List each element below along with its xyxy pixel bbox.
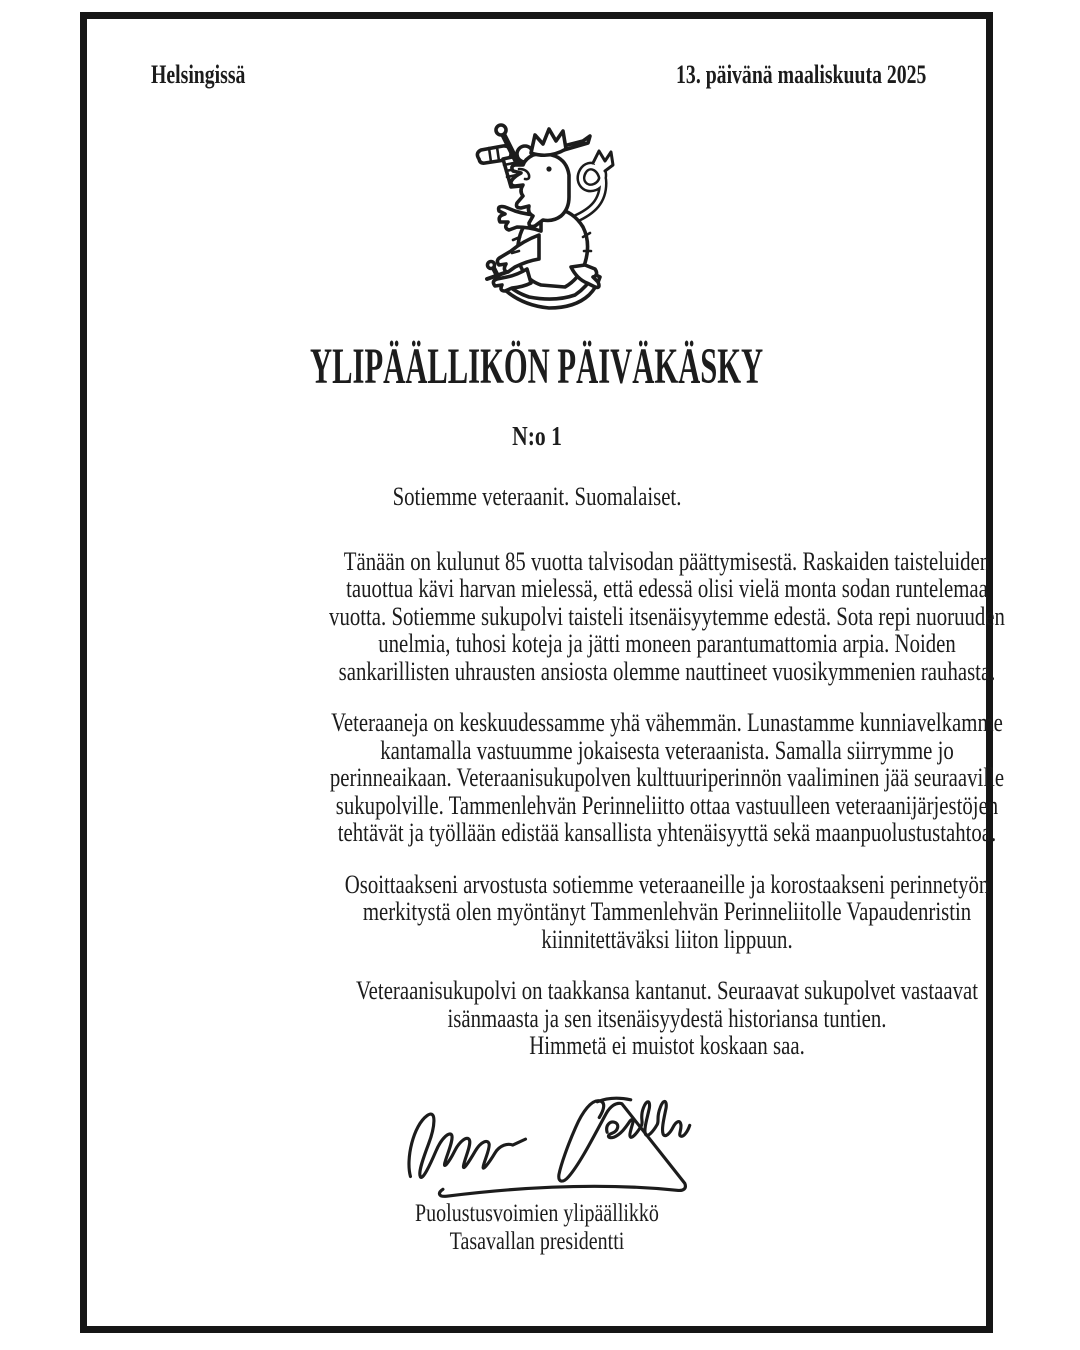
finnish-lion-icon [457,119,617,319]
signer-title-president: Tasavallan presidentti [449,1227,625,1255]
handwritten-signature-icon [395,1088,715,1206]
place-line: Helsingissä [151,60,246,89]
signature-block [87,1088,986,1206]
order-number: N:o 1 [512,421,562,451]
paragraph-2: Veteraaneja on keskuudessamme yhä vähemmän. Lunastamme kunniavelkamme kantamalla vastuumme jokaisesta veteraanista. Samalla siirrymme jo perinneaikaan. Veteraanisukupolven kulttuuriperinnön vaaliminen jää seuraaville sukupolville. Tammenlehvän Perinneliitto ottaa vastuulleen veteraanijärjestöjen tehtävät ja työllään edistää kansallista yhtenäisyyttä sekä maanpuolustustahtoa. [329,708,1005,847]
salutation-line: Sotiemme veteraanit. Suomalaiset. [392,482,682,511]
document-title: YLIPÄÄLLIKÖN PÄIVÄKÄSKY [309,339,764,395]
signer-title-commander: Puolustusvoimien ylipäällikkö [415,1199,659,1227]
coat-of-arms-block [87,119,986,319]
document-border-frame [80,12,1005,1333]
document-header [87,61,986,89]
paragraph-3: Osoittaakseni arvostusta sotiemme veteraaneille ja korostaakseni perinnetyön merkitystä olen myöntänyt Tammenlehvän Perinneliitolle Vapaudenristin kiinnitettäväksi liiton lippuun. [344,869,990,954]
date-line: 13. päivänä maaliskuuta 2025 [675,60,926,89]
signer-titles [73,1200,1001,1256]
paragraph-1: Tänään on kulunut 85 vuotta talvisodan päättymisestä. Raskaiden taisteluiden tauottua kävi harvan mielessä, että edessä olisi vielä monta sodan runtelemaa vuotta. Sotiemme sukupolvi taisteli itsenäisyytemme edestä. Sota repi nuoruuden unelmia, tuhosi koteja ja jätti moneen parantumattomia arpia. Noiden sankarillisten uhrausten ansiosta olemme nauttineet vuosikymmenien rauhasta. [329,546,1005,686]
paragraph-4: Veteraanisukupolvi on taakkansa kantanut. Seuraavat sukupolvet vastaavat isänmaasta ja sen itsenäisyydestä historiansa tuntien. Himmetä ei muistot koskaan saa. [355,976,979,1060]
